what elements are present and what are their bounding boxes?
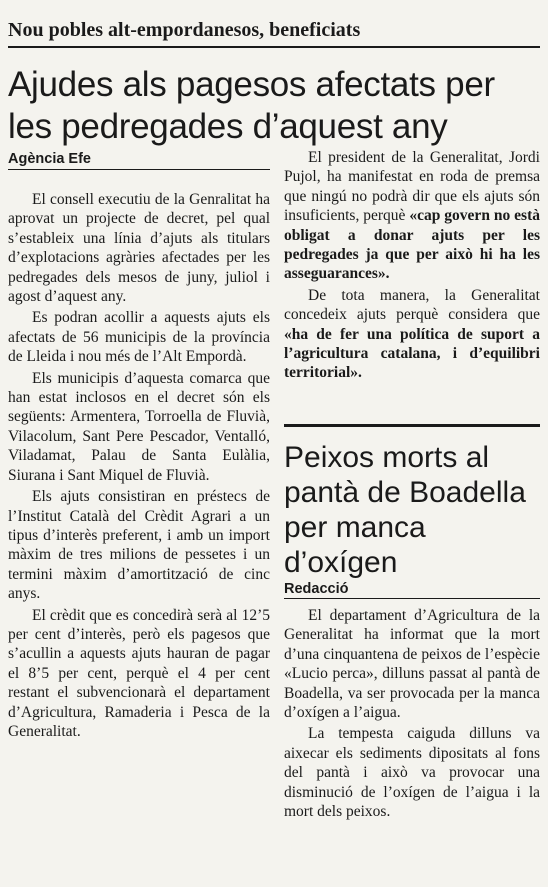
article2-headline-line: per manca xyxy=(284,511,426,544)
article1-paragraph: El crèdit que es concedirà serà al 12’5 per cent d’interès, però els pagesos que s’acullin a aquests ajuts hauran de pagar el 8’5 per cent, perquè el 4 per cent restant el subvencionarà el departament d’Agricultura, Ramaderia i Pesca de la Generalitat. xyxy=(8,606,270,740)
section-kicker: Nou pobles alt-empordanesos, beneficiats xyxy=(8,18,540,48)
article2-headline xyxy=(284,440,544,580)
article2-paragraph: La tempesta caiguda dilluns va aixecar els sediments dipositats al fons del pantà i això va provocar una disminució de l’oxígen de l’aigua i la mort dels peixos. xyxy=(284,725,540,821)
article2-headline-line: d’oxígen xyxy=(284,546,398,579)
quote-text: «cap govern no està obligat a donar ajuts per les pedregades ja que per això hi ha les asseguarances». xyxy=(284,207,540,283)
main-headline-line-1: Ajudes als pagesos afectats per xyxy=(8,65,495,104)
byline-redaccio: Redacció xyxy=(284,581,349,597)
article2-body xyxy=(284,606,540,823)
article1-column-right xyxy=(284,148,540,385)
article1-paragraph: Es podran acollir a aquests ajuts els afectats de 56 municipis de la província de Lleida i nou més de l’Alt Empordà. xyxy=(8,309,270,366)
article1-paragraph-quote xyxy=(284,286,540,383)
article2-paragraph: El departament d’Agricultura de la Generalitat ha informat que la mort d’una cinquantena de peixos de l’espècie «Lucio perca», dilluns passat al pantà de Boadella, va ser provocada per la manca d’oxígen a l’aigua. xyxy=(284,607,540,722)
article1-paragraph: Els municipis d’aquesta comarca que han estat inclosos en el decret són els següents: Armentera, Torroella de Fluvià, Vilacolum, Sant Pere Pescador, Ventalló, Viladamat, Palau de Santa Eulàlia, Siurana i Sant Miquel de Fluvià. xyxy=(8,369,270,484)
article2-headline-line: Peixos morts al xyxy=(284,441,490,474)
article1-column-left xyxy=(8,190,270,743)
section-divider xyxy=(284,424,540,427)
byline-efe: Agència Efe xyxy=(8,151,91,167)
article2-headline-line: pantà de Boadella xyxy=(284,476,526,509)
paragraph-text: De tota manera, la Generalitat concedeix ajuts perquè considera que xyxy=(284,286,540,324)
byline-rule xyxy=(8,169,270,170)
byline-rule xyxy=(284,598,540,599)
quote-text: «ha de fer una política de suport a l’agricultura catalana, i d’equilibri territorial». xyxy=(284,325,540,382)
article1-paragraph: Els ajuts consistiran en préstecs de l’Institut Català del Crèdit Agrari a un tipus d’interès preferent, i amb un import màxim de tres milions de pessetes i un termini màxim d’amortització de cinc anys. xyxy=(8,488,270,603)
article1-paragraph: El consell executiu de la Genralitat ha aprovat un projecte de decret, pel qual s’estableix una línia d’ajuts als titulars d’explotacions agràries afectades per les pedregades dels mesos de juny, juliol i agost d’aquest any. xyxy=(8,191,270,306)
article1-paragraph-quote xyxy=(284,148,540,284)
main-headline xyxy=(8,64,540,148)
main-headline-line-2: les pedregades d’aquest any xyxy=(8,107,448,146)
paragraph-text: El president de la Generalitat, Jordi Pujol, ha manifestat en roda de premsa que ningú no podrà dir que els ajuts són insuficients, perquè xyxy=(284,149,540,225)
